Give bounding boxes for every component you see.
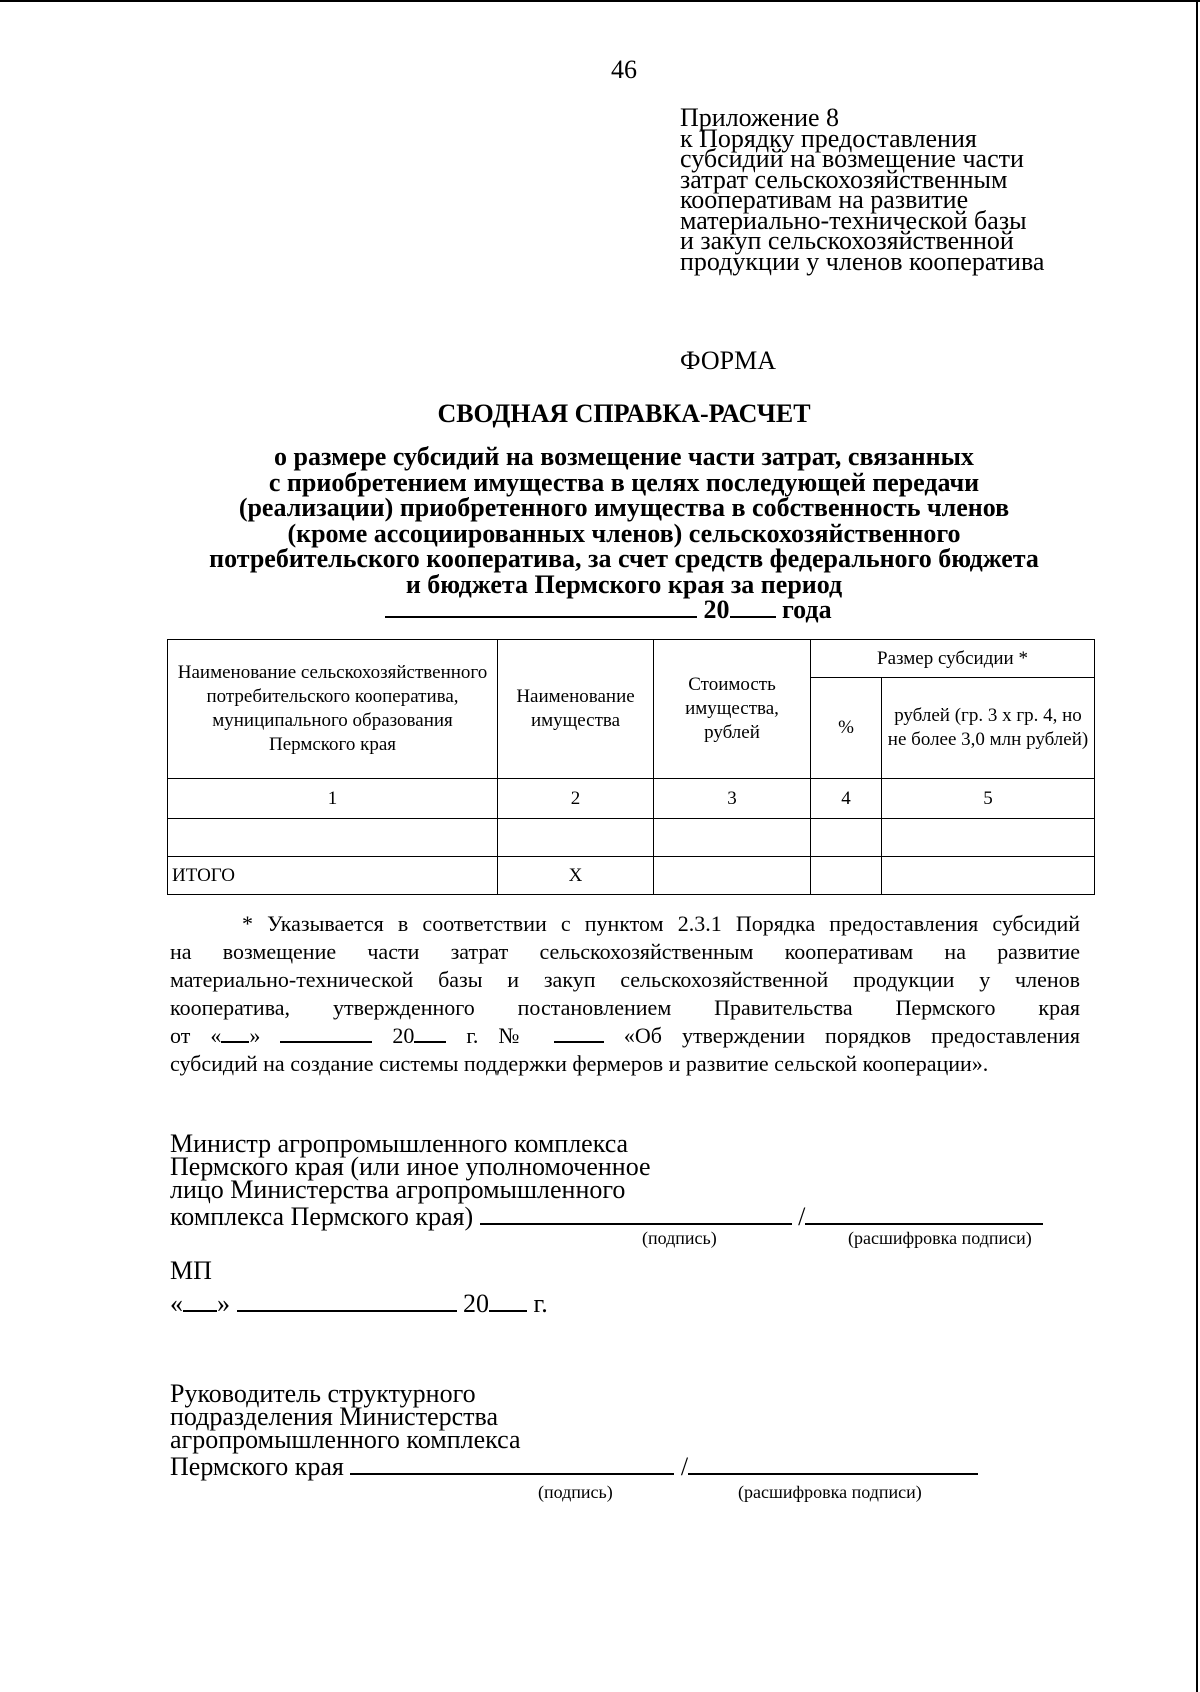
table-header-subsidy-group: Размер субсидии * bbox=[811, 640, 1095, 678]
page-number: 46 bbox=[611, 55, 637, 84]
footnote-day-blank[interactable] bbox=[221, 1023, 249, 1043]
minister-line: Министр агропромышленного комплекса bbox=[170, 1129, 629, 1158]
head-line: подразделения Министерства bbox=[170, 1402, 498, 1431]
table-header-property: Наименование имущества bbox=[498, 640, 654, 779]
appendix-line: к Порядку предоставления bbox=[680, 123, 977, 153]
table-cell: 5 bbox=[882, 779, 1095, 819]
minister-line: комплекса Пермского края) bbox=[170, 1202, 474, 1231]
table-row-empty bbox=[168, 819, 1095, 857]
table-cell-empty[interactable] bbox=[882, 857, 1095, 895]
date-year-blank[interactable] bbox=[489, 1288, 527, 1312]
head-signature-block bbox=[170, 1379, 978, 1481]
form-label: ФОРМА bbox=[680, 346, 776, 375]
minister-signature-row: комплекса Пермского края) / bbox=[170, 1201, 1043, 1228]
minister-signature-caption: (подпись) bbox=[642, 1228, 717, 1248]
date-year-suffix: г. bbox=[533, 1289, 548, 1318]
footnote-line: кооператива, утвержденного постановлением Правительства Пермского края bbox=[170, 995, 1080, 1020]
footnote-line: * Указывается в соответствии с пунктом 2.3.1 Порядка предоставления субсидий bbox=[242, 911, 1080, 936]
date-close: » bbox=[217, 1289, 230, 1318]
date-day-blank[interactable] bbox=[183, 1288, 217, 1312]
period-year-suffix: года bbox=[782, 595, 832, 624]
table-row-total bbox=[168, 857, 1095, 895]
table-cell: 2 bbox=[498, 779, 654, 819]
footnote bbox=[170, 910, 1080, 1078]
minister-decoding-blank[interactable] bbox=[805, 1201, 1043, 1225]
minister-signature-blank[interactable] bbox=[480, 1201, 792, 1225]
head-decoding-blank[interactable] bbox=[688, 1451, 978, 1475]
scan-border-top bbox=[0, 0, 1200, 2]
appendix-line: продукции у членов кооператива bbox=[680, 246, 1045, 276]
table-cell: 4 bbox=[811, 779, 882, 819]
minister-signature-block bbox=[170, 1129, 1043, 1231]
table-header-cost: Стоимость имущества, рублей bbox=[654, 640, 811, 779]
head-signature-blank[interactable] bbox=[350, 1451, 674, 1475]
table-header-rubles: рублей (гр. 3 х гр. 4, но не более 3,0 млн рублей) bbox=[882, 678, 1095, 779]
head-line: Руководитель структурного bbox=[170, 1379, 476, 1408]
period-year-blank[interactable] bbox=[730, 594, 776, 618]
footnote-from: от « bbox=[170, 1023, 222, 1048]
period-blank[interactable] bbox=[385, 594, 697, 618]
table-total-property: Х bbox=[498, 857, 654, 895]
table-cell-empty[interactable] bbox=[882, 819, 1095, 857]
footnote-quote-close: » bbox=[249, 1023, 261, 1048]
appendix-line: материально-технической базы bbox=[680, 205, 1027, 235]
appendix-line: и закуп сельскохозяйственной bbox=[680, 226, 1014, 255]
subtitle-line: о размере субсидий на возмещение части затрат, связанных bbox=[274, 442, 974, 471]
table-cell: 3 bbox=[654, 779, 811, 819]
scan-border-right bbox=[1196, 0, 1198, 1692]
subtitle-line: (реализации) приобретенного имущества в собственность членов bbox=[238, 493, 1010, 522]
table-cell-empty[interactable] bbox=[498, 819, 654, 857]
head-signature-caption: (подпись) bbox=[538, 1482, 613, 1502]
table-total-label: ИТОГО bbox=[168, 857, 498, 895]
appendix-block bbox=[680, 103, 1045, 276]
minister-line: лицо Министерства агропромышленного bbox=[170, 1175, 626, 1204]
calculation-table bbox=[167, 639, 1095, 895]
appendix-line: затрат сельскохозяйственным bbox=[680, 164, 1008, 194]
footnote-month-blank[interactable] bbox=[280, 1023, 372, 1043]
footnote-year-blank[interactable] bbox=[414, 1023, 446, 1043]
subtitle-line: потребительского кооператива, за счет средств федерального бюджета bbox=[209, 544, 1039, 573]
period-year-prefix: 20 bbox=[703, 595, 730, 624]
head-signature-row: Пермского края / bbox=[170, 1451, 978, 1478]
table-cell-empty[interactable] bbox=[811, 857, 882, 895]
footnote-number-blank[interactable] bbox=[554, 1023, 604, 1043]
minister-decoding-caption: (расшифровка подписи) bbox=[848, 1228, 1032, 1248]
table-cell-empty[interactable] bbox=[654, 819, 811, 857]
appendix-line: субсидий на возмещение части bbox=[680, 144, 1024, 173]
footnote-decree-title: «Об утверждении порядков предоставления bbox=[623, 1023, 1081, 1048]
footnote-year-prefix: 20 bbox=[392, 1023, 415, 1048]
table-cell-empty[interactable] bbox=[811, 819, 882, 857]
footnote-line: на возмещение части затрат сельскохозяйственным кооперативам на развитие bbox=[170, 939, 1080, 964]
period-line bbox=[385, 594, 832, 625]
date-line bbox=[170, 1288, 548, 1319]
date-month-blank[interactable] bbox=[237, 1288, 457, 1312]
head-decoding-caption: (расшифровка подписи) bbox=[738, 1482, 922, 1502]
document-subtitle bbox=[0, 444, 1200, 597]
table-cell-empty[interactable] bbox=[168, 819, 498, 857]
head-line: агропромышленного комплекса bbox=[170, 1425, 521, 1454]
document-title: СВОДНАЯ СПРАВКА-РАСЧЕТ bbox=[437, 399, 811, 428]
table-header-percent: % bbox=[811, 678, 882, 779]
table-header-cooperative: Наименование сельскохозяйственного потребительского кооператива, муниципального образования Пермского края bbox=[168, 640, 498, 779]
date-open: « bbox=[170, 1289, 183, 1318]
table-cell-empty[interactable] bbox=[654, 857, 811, 895]
footnote-line: материально-технической базы и закуп сельскохозяйственной продукции у членов bbox=[170, 967, 1080, 992]
table-cell: 1 bbox=[168, 779, 498, 819]
appendix-line: кооперативам на развитие bbox=[680, 185, 969, 214]
minister-line: Пермского края (или иное уполномоченное bbox=[170, 1152, 651, 1181]
appendix-line: Приложение 8 bbox=[680, 103, 840, 132]
head-line: Пермского края bbox=[170, 1452, 344, 1481]
date-year-prefix: 20 bbox=[463, 1289, 489, 1318]
footnote-date-line bbox=[170, 1022, 1080, 1050]
footnote-line: субсидий на создание системы поддержки фермеров и развитие сельской кооперации». bbox=[170, 1051, 989, 1076]
subtitle-line: и бюджета Пермского края за период bbox=[405, 569, 843, 599]
subtitle-line: (кроме ассоциированных членов) сельскохозяйственного bbox=[287, 518, 961, 548]
footnote-number-label: г. № bbox=[466, 1023, 534, 1048]
subtitle-line: с приобретением имущества в целях последующей передачи bbox=[268, 467, 980, 497]
table-row-numbers bbox=[168, 779, 1095, 819]
stamp-label: МП bbox=[170, 1256, 212, 1285]
